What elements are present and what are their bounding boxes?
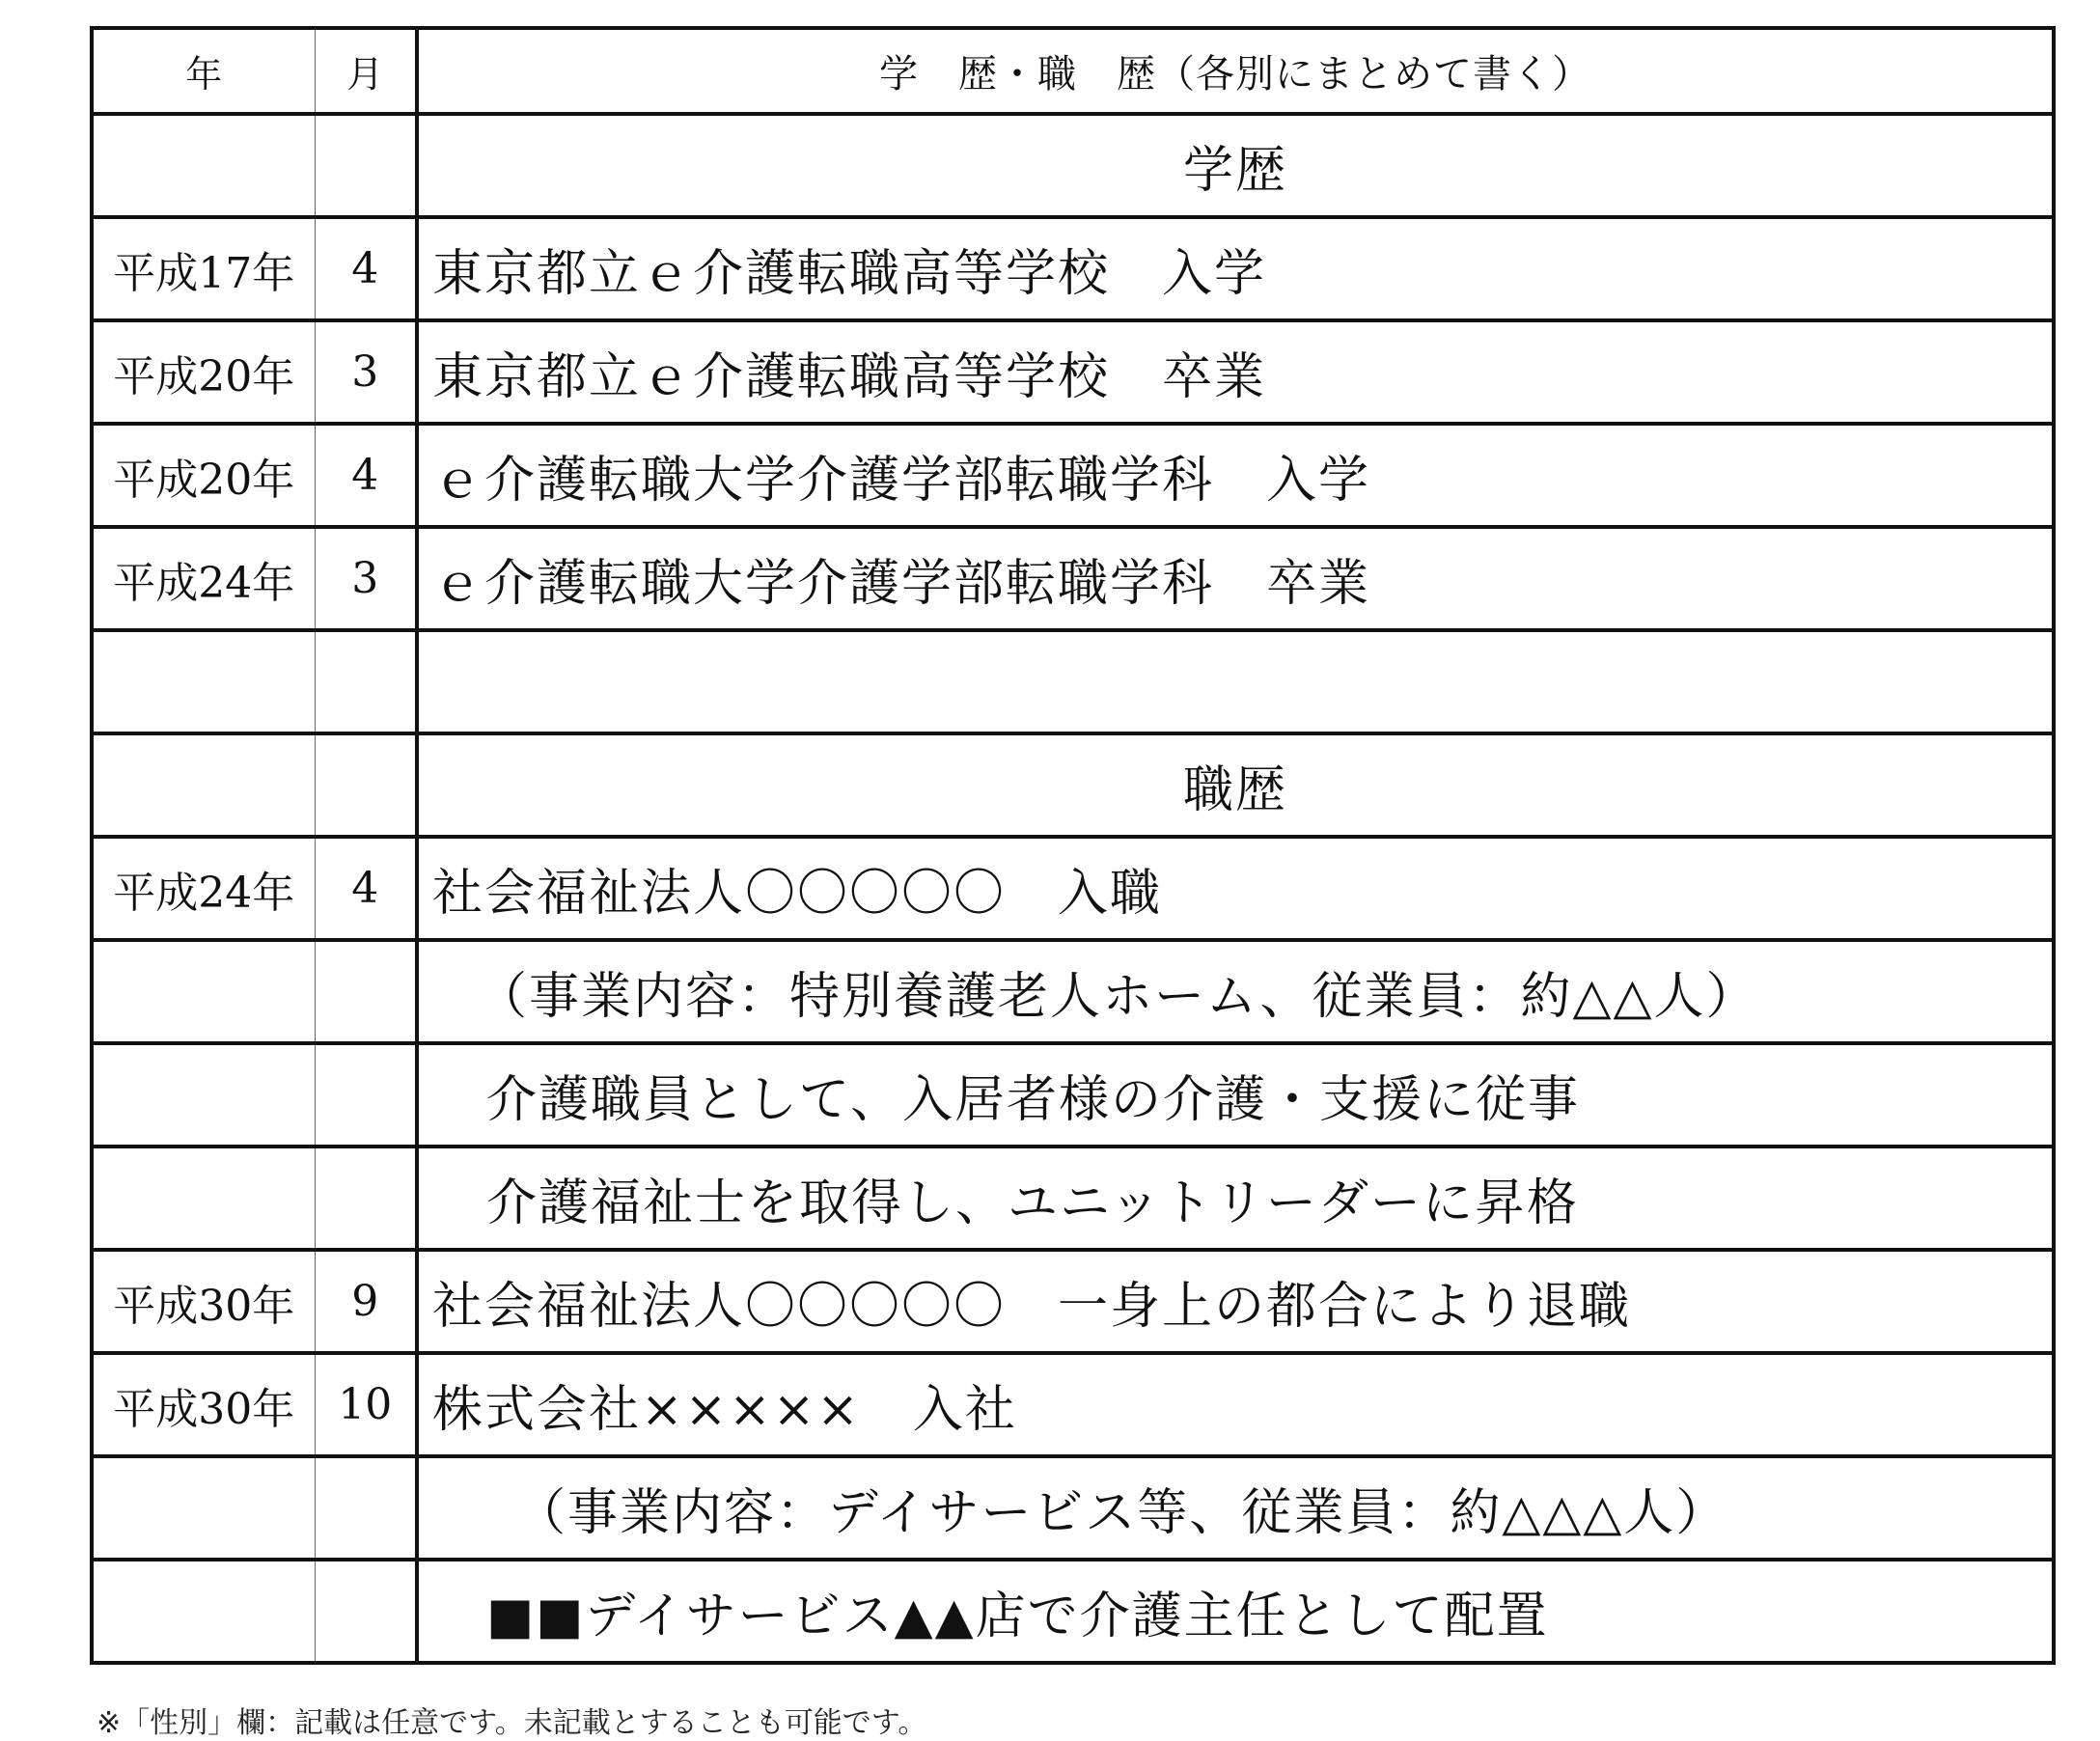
section-heading-work: 職歴 xyxy=(417,733,2054,837)
row-year: 平成20年 xyxy=(92,320,315,424)
row-month xyxy=(315,1147,417,1250)
table-row xyxy=(92,1147,2054,1250)
row-month xyxy=(315,114,417,217)
row-month: 3 xyxy=(315,527,417,630)
row-year xyxy=(92,1456,315,1560)
row-year xyxy=(92,733,315,837)
resume-history-table xyxy=(90,26,2056,1665)
row-year: 平成20年 xyxy=(92,424,315,527)
row-year: 平成17年 xyxy=(92,217,315,320)
row-text: 社会福祉法人〇〇〇〇〇 一身上の都合により退職 xyxy=(417,1250,2054,1353)
row-month xyxy=(315,940,417,1043)
row-text: ｅ介護転職大学介護学部転職学科 卒業 xyxy=(417,527,2054,630)
footnote: ※「性別」欄：記載は任意です。未記載とすることも可能です。 xyxy=(97,1706,927,1740)
row-year xyxy=(92,1043,315,1147)
table-row xyxy=(92,424,2054,527)
row-text xyxy=(417,630,2054,733)
row-year xyxy=(92,1147,315,1250)
row-year xyxy=(92,1560,315,1663)
row-month xyxy=(315,733,417,837)
row-text: 株式会社××××× 入社 xyxy=(417,1353,2054,1456)
table-row xyxy=(92,527,2054,630)
row-month: 4 xyxy=(315,217,417,320)
table-row xyxy=(92,1560,2054,1663)
row-month: 10 xyxy=(315,1353,417,1456)
row-month xyxy=(315,1560,417,1663)
row-year: 平成30年 xyxy=(92,1353,315,1456)
row-text: 東京都立ｅ介護転職高等学校 卒業 xyxy=(417,320,2054,424)
row-text: （事業内容：特別養護老人ホーム、従業員：約△△人） xyxy=(417,940,2054,1043)
row-month xyxy=(315,630,417,733)
row-month: 4 xyxy=(315,837,417,940)
row-year xyxy=(92,114,315,217)
table-row xyxy=(92,1353,2054,1456)
table-row xyxy=(92,217,2054,320)
row-month: 9 xyxy=(315,1250,417,1353)
row-month: 3 xyxy=(315,320,417,424)
row-text: 社会福祉法人〇〇〇〇〇 入職 xyxy=(417,837,2054,940)
row-text: 介護職員として、入居者様の介護・支援に従事 xyxy=(417,1043,2054,1147)
header-history: 学 歴・職 歴（各別にまとめて書く） xyxy=(417,28,2054,114)
row-text: ｅ介護転職大学介護学部転職学科 入学 xyxy=(417,424,2054,527)
row-month: 4 xyxy=(315,424,417,527)
table-row xyxy=(92,837,2054,940)
row-text: 介護福祉士を取得し、ユニットリーダーに昇格 xyxy=(417,1147,2054,1250)
table-row xyxy=(92,940,2054,1043)
table-row xyxy=(92,114,2054,217)
table-row xyxy=(92,1456,2054,1560)
table-row xyxy=(92,630,2054,733)
row-text: （事業内容：デイサービス等、従業員：約△△△人） xyxy=(417,1456,2054,1560)
header-year: 年 xyxy=(92,28,315,114)
table-row xyxy=(92,1250,2054,1353)
table-row xyxy=(92,733,2054,837)
section-heading-education: 学歴 xyxy=(417,114,2054,217)
row-year xyxy=(92,630,315,733)
row-month xyxy=(315,1456,417,1560)
row-year: 平成24年 xyxy=(92,527,315,630)
row-year: 平成24年 xyxy=(92,837,315,940)
row-text: 東京都立ｅ介護転職高等学校 入学 xyxy=(417,217,2054,320)
table-header-row xyxy=(92,28,2054,114)
row-year xyxy=(92,940,315,1043)
header-month: 月 xyxy=(315,28,417,114)
row-text: ■■デイサービス▲▲店で介護主任として配置 xyxy=(486,1588,1549,1645)
row-year: 平成30年 xyxy=(92,1250,315,1353)
table-row xyxy=(92,1043,2054,1147)
row-month xyxy=(315,1043,417,1147)
table-row xyxy=(92,320,2054,424)
